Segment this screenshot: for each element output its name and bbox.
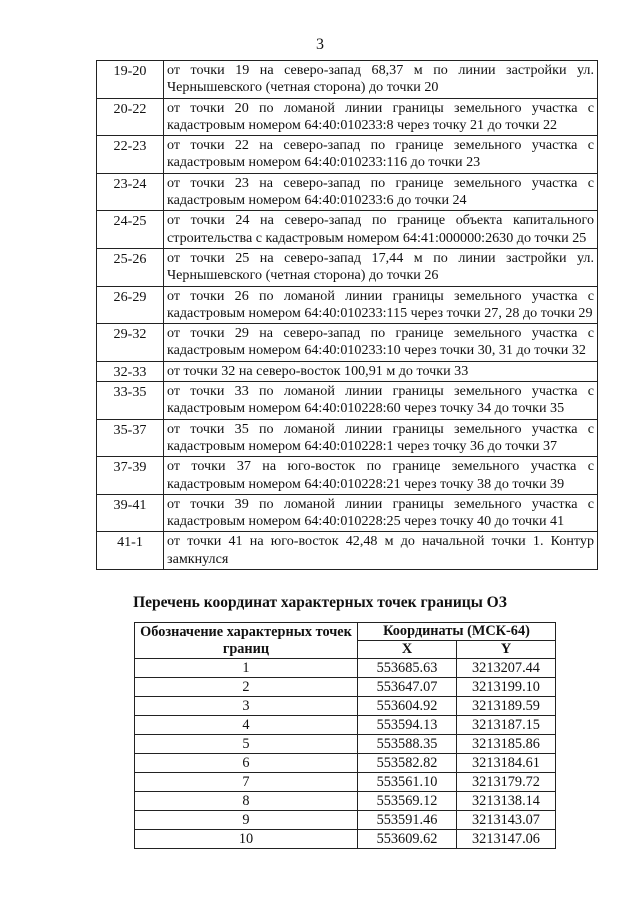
point-number: 8 [135, 792, 358, 811]
segment-id: 33-35 [97, 382, 164, 420]
segment-description: от точки 39 по ломаной линии границы земельного участка с кадастровым номером 64:40:010228:25 через точку 40 до точки 41 [164, 494, 598, 532]
point-number: 7 [135, 773, 358, 792]
coords-header: Координаты (МСК-64) [358, 623, 556, 641]
table-row [97, 211, 598, 249]
segment-description: от точки 35 по ломаной линии границы земельного участка с кадастровым номером 64:40:010228:1 через точку 36 до точки 37 [164, 419, 598, 457]
segment-description: от точки 19 на северо-запад 68,37 м по линии застройки ул. Чернышевского (четная сторона) до точки 20 [164, 61, 598, 99]
segment-description: от точки 20 по ломаной линии границы земельного участка с кадастровым номером 64:40:010233:8 через точку 21 до точки 22 [164, 98, 598, 136]
y-value: 3213179.72 [457, 773, 556, 792]
segment-id: 22-23 [97, 136, 164, 174]
y-value: 3213207.44 [457, 659, 556, 678]
table-row [97, 324, 598, 362]
table-row [135, 811, 556, 830]
y-value: 3213199.10 [457, 678, 556, 697]
point-number: 3 [135, 697, 358, 716]
point-number: 5 [135, 735, 358, 754]
table-row [97, 382, 598, 420]
table-row [135, 773, 556, 792]
table-row [97, 286, 598, 324]
point-number: 2 [135, 678, 358, 697]
table-row [135, 735, 556, 754]
point-number: 10 [135, 830, 358, 849]
segment-id: 26-29 [97, 286, 164, 324]
table-row [135, 716, 556, 735]
table-row [135, 659, 556, 678]
x-value: 553591.46 [358, 811, 457, 830]
table-row [135, 830, 556, 849]
segment-id: 37-39 [97, 457, 164, 495]
table-row [97, 361, 598, 381]
table-row [135, 697, 556, 716]
coordinates-body [135, 659, 556, 849]
x-value: 553561.10 [358, 773, 457, 792]
table-row [135, 678, 556, 697]
point-number: 6 [135, 754, 358, 773]
y-header: Y [457, 641, 556, 659]
table-row [97, 61, 598, 99]
x-value: 553594.13 [358, 716, 457, 735]
coordinates-header [135, 623, 556, 659]
table-row [97, 532, 598, 570]
x-value: 553609.62 [358, 830, 457, 849]
segment-id: 20-22 [97, 98, 164, 136]
x-value: 553647.07 [358, 678, 457, 697]
segment-id: 41-1 [97, 532, 164, 570]
segments-body [97, 61, 598, 570]
segment-description: от точки 37 на юго-восток по границе земельного участка с кадастровым номером 64:40:010228:21 через точку 38 до точки 39 [164, 457, 598, 495]
segment-id: 24-25 [97, 211, 164, 249]
table-row [135, 754, 556, 773]
x-value: 553604.92 [358, 697, 457, 716]
segment-id: 32-33 [97, 361, 164, 381]
coordinates-title: Перечень координат характерных точек границы ОЗ [133, 594, 507, 611]
segment-description: от точки 25 на северо-запад 17,44 м по линии застройки ул. Чернышевского (четная сторона) до точки 26 [164, 248, 598, 286]
table-row [97, 136, 598, 174]
table-row [97, 457, 598, 495]
table-row [97, 419, 598, 457]
table-row [97, 98, 598, 136]
x-header: X [358, 641, 457, 659]
segment-id: 39-41 [97, 494, 164, 532]
segment-description: от точки 26 по ломаной линии границы земельного участка с кадастровым номером 64:40:010233:115 через точки 27, 28 до точки 29 [164, 286, 598, 324]
segment-description: от точки 32 на северо-восток 100,91 м до точки 33 [164, 361, 598, 381]
page-number: 3 [316, 36, 324, 53]
header-row [135, 623, 556, 641]
segment-description: от точки 24 на северо-запад по границе объекта капитального строительства с кадастровым номером 64:41:000000:2630 до точки 25 [164, 211, 598, 249]
segment-description: от точки 22 на северо-запад по границе земельного участка с кадастровым номером 64:40:010233:116 до точки 23 [164, 136, 598, 174]
point-header: Обозначение характерных точек границ [135, 623, 358, 659]
segment-description: от точки 41 на юго-восток 42,48 м до начальной точки 1. Контур замкнулся [164, 532, 598, 570]
point-number: 4 [135, 716, 358, 735]
segment-description: от точки 29 на северо-запад по границе земельного участка с кадастровым номером 64:40:010233:10 через точки 30, 31 до точки 32 [164, 324, 598, 362]
y-value: 3213189.59 [457, 697, 556, 716]
y-value: 3213185.86 [457, 735, 556, 754]
segment-description: от точки 33 по ломаной линии границы земельного участка с кадастровым номером 64:40:010228:60 через точку 34 до точки 35 [164, 382, 598, 420]
y-value: 3213147.06 [457, 830, 556, 849]
segment-id: 19-20 [97, 61, 164, 99]
table-row [97, 248, 598, 286]
segment-id: 35-37 [97, 419, 164, 457]
segment-id: 25-26 [97, 248, 164, 286]
y-value: 3213187.15 [457, 716, 556, 735]
coordinates-table [134, 622, 556, 849]
y-value: 3213138.14 [457, 792, 556, 811]
table-row [135, 792, 556, 811]
point-number: 9 [135, 811, 358, 830]
x-value: 553588.35 [358, 735, 457, 754]
table-row [97, 494, 598, 532]
segment-id: 23-24 [97, 173, 164, 211]
segment-id: 29-32 [97, 324, 164, 362]
x-value: 553569.12 [358, 792, 457, 811]
y-value: 3213143.07 [457, 811, 556, 830]
segment-description: от точки 23 на северо-запад по границе земельного участка с кадастровым номером 64:40:010233:6 до точки 24 [164, 173, 598, 211]
x-value: 553685.63 [358, 659, 457, 678]
boundary-segments-table [96, 60, 598, 570]
x-value: 553582.82 [358, 754, 457, 773]
table-row [97, 173, 598, 211]
y-value: 3213184.61 [457, 754, 556, 773]
point-number: 1 [135, 659, 358, 678]
